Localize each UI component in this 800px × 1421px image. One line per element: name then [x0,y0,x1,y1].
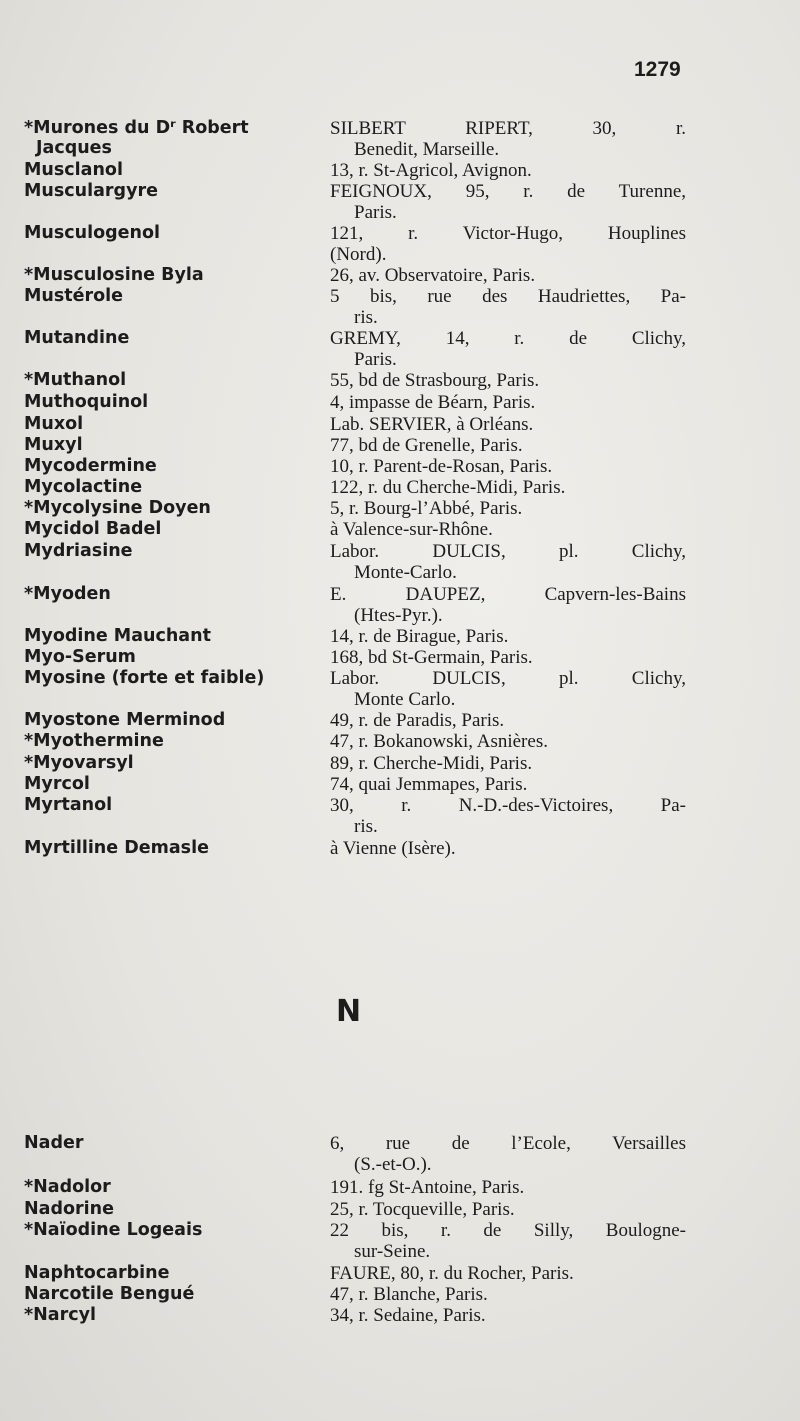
product-name [24,160,324,180]
address-line: 25, r. Tocqueville, Paris. [330,1199,515,1220]
product-name [24,414,324,434]
product-name [24,647,324,667]
address-line: FEIGNOUX, 95, r. de Turenne, [330,181,686,202]
manufacturer-address [330,181,686,223]
product-name [24,392,324,412]
product-name-line: *Musculosine Byla [24,265,204,285]
address-line: 10, r. Parent-de-Rosan, Paris. [330,456,553,477]
manufacturer-address [330,1263,686,1284]
product-name-line: Mycolactine [24,477,143,497]
product-name-line: Mutandine [24,328,130,348]
manufacturer-address [330,838,686,859]
address-line: 121, r. Victor-Hugo, Houplines [330,223,686,244]
product-name [24,1263,324,1283]
manufacturer-address [330,731,686,752]
manufacturer-address [330,223,686,265]
product-name [24,370,324,390]
address-line: Paris. [354,349,397,370]
address-line: (Htes-Pyr.). [354,605,443,626]
address-line: 191. fg St-Antoine, Paris. [330,1177,525,1198]
product-name-line: Mustérole [24,286,124,306]
address-line: Labor. DULCIS, pl. Clichy, [330,668,686,689]
address-line: Lab. SERVIER, à Orléans. [330,414,534,435]
product-name-line: Myrcol [24,774,90,794]
manufacturer-address [330,1284,686,1305]
manufacturer-address [330,710,686,731]
product-name-line: Musclanol [24,160,123,180]
address-line: 168, bd St-Germain, Paris. [330,647,533,668]
address-line: FAURE, 80, r. du Rocher, Paris. [330,1263,574,1284]
product-name [24,477,324,497]
product-name-line: Mycodermine [24,456,157,476]
manufacturer-address [330,477,686,498]
manufacturer-address [330,160,686,181]
product-name-line: *Myothermine [24,731,164,751]
address-line: 55, bd de Strasbourg, Paris. [330,370,540,391]
manufacturer-address [330,1199,686,1220]
product-name [24,1177,324,1197]
address-line: 22 bis, r. de Silly, Boulogne- [330,1220,686,1241]
address-line: à Valence-sur-Rhône. [330,519,493,540]
product-name [24,265,324,285]
product-name [24,731,324,751]
address-line: ris. [354,307,378,328]
address-line: 5, r. Bourg-l’Abbé, Paris. [330,498,523,519]
product-name [24,328,324,348]
product-name [24,753,324,773]
product-name-line: Naphtocarbine [24,1263,170,1283]
product-name [24,1133,324,1153]
product-name [24,223,324,243]
manufacturer-address [330,541,686,583]
address-line: SILBERT RIPERT, 30, r. [330,118,686,139]
product-name-line: Myrtanol [24,795,113,815]
product-name [24,1220,324,1240]
product-name [24,1284,324,1304]
manufacturer-address [330,519,686,540]
page-number: 1279 [634,58,681,81]
manufacturer-address [330,647,686,668]
product-name [24,181,324,201]
manufacturer-address [330,584,686,626]
product-name [24,795,324,815]
manufacturer-address [330,1305,686,1326]
section-letter-heading: N [336,994,362,1029]
manufacturer-address [330,456,686,477]
address-line: GREMY, 14, r. de Clichy, [330,328,686,349]
product-name [24,626,324,646]
address-line: (Nord). [330,244,387,265]
product-name [24,1305,324,1325]
address-line: Paris. [354,202,397,223]
manufacturer-address [330,265,686,286]
address-line: 5 bis, rue des Haudriettes, Pa- [330,286,686,307]
product-name-line: Nadorine [24,1199,114,1219]
manufacturer-address [330,370,686,391]
product-name-line: Musculogenol [24,223,161,243]
address-line: 47, r. Bokanowski, Asnières. [330,731,548,752]
manufacturer-address [330,414,686,435]
product-name-line: *Narcyl [24,1305,97,1325]
product-name [24,774,324,794]
product-name [24,498,324,518]
product-name [24,584,324,604]
product-name-line: Jacques [36,138,112,158]
manufacturer-address [330,795,686,837]
manufacturer-address [330,1220,686,1262]
address-line: à Vienne (Isère). [330,838,456,859]
address-line: 122, r. du Cherche-Midi, Paris. [330,477,566,498]
manufacturer-address [330,668,686,710]
product-name-line: *Myovarsyl [24,753,134,773]
address-line: 26, av. Observatoire, Paris. [330,265,536,286]
address-line: 14, r. de Biraguе, Paris. [330,626,509,647]
manufacturer-address [330,753,686,774]
address-line: 34, r. Sedaine, Paris. [330,1305,486,1326]
product-name-line: Myostone Merminod [24,710,226,730]
manufacturer-address [330,774,686,795]
manufacturer-address [330,392,686,413]
address-line: 89, r. Cherche-Midi, Paris. [330,753,533,774]
address-line: ris. [354,816,378,837]
address-line: E. DAUPEZ, Capvern-les-Bains [330,584,686,605]
product-name-line: Muthoquinol [24,392,149,412]
product-name-line: Myrtilline Demasle [24,838,209,858]
address-line: Benedit, Marseille. [354,139,500,160]
address-line: sur-Seine. [354,1241,431,1262]
manufacturer-address [330,118,686,160]
product-name-line: *Naïodine Logeais [24,1220,203,1240]
product-name [24,710,324,730]
address-line: 74, quai Jemmapes, Paris. [330,774,528,795]
address-line: 6, rue de l’Ecole, Versailles [330,1133,686,1154]
address-line: Monte Carlo. [354,689,456,710]
manufacturer-address [330,626,686,647]
address-line: 49, r. de Paradis, Paris. [330,710,505,731]
product-name-line: Mydriasine [24,541,133,561]
product-name-line: Musculargуre [24,181,158,201]
manufacturer-address [330,435,686,456]
address-line: 4, impasse de Béarn, Paris. [330,392,536,413]
product-name [24,668,324,688]
product-name-line: *Myoden [24,584,111,604]
product-name-line: Mycidol Badel [24,519,162,539]
product-name [24,838,324,858]
manufacturer-address [330,286,686,328]
address-line: 47, r. Blanche, Paris. [330,1284,488,1305]
address-line: Labor. DULCIS, pl. Clichy, [330,541,686,562]
address-line: Monte-Carlo. [354,562,457,583]
product-name-line: *Muthanol [24,370,127,390]
product-name [24,286,324,306]
manufacturer-address [330,1177,686,1198]
product-name-line: Nader [24,1133,84,1153]
manufacturer-address [330,498,686,519]
product-name [24,456,324,476]
product-name-line: Myo-Serum [24,647,136,667]
manufacturer-address [330,328,686,370]
address-line: 30, r. N.-D.-des-Victoires, Pa- [330,795,686,816]
product-name-line: Myodine Mauchant [24,626,211,646]
address-line: 77, bd de Grenelle, Paris. [330,435,523,456]
product-name-line: *Murones du Dʳ Robert [24,118,249,138]
product-name-line: Muxol [24,414,84,434]
product-name [24,118,324,158]
product-name [24,1199,324,1219]
product-name [24,541,324,561]
manufacturer-address [330,1133,686,1175]
product-name-line: *Mycolysine Doyen [24,498,211,518]
address-line: 13, r. St-Agricol, Avignon. [330,160,532,181]
product-name-line: Muxyl [24,435,83,455]
product-name [24,435,324,455]
address-line: (S.-et-O.). [354,1154,432,1175]
product-name-line: Myosine (forte et faible) [24,668,265,688]
product-name [24,519,324,539]
product-name-line: *Nadolor [24,1177,111,1197]
product-name-line: Narcotile Bengué [24,1284,195,1304]
